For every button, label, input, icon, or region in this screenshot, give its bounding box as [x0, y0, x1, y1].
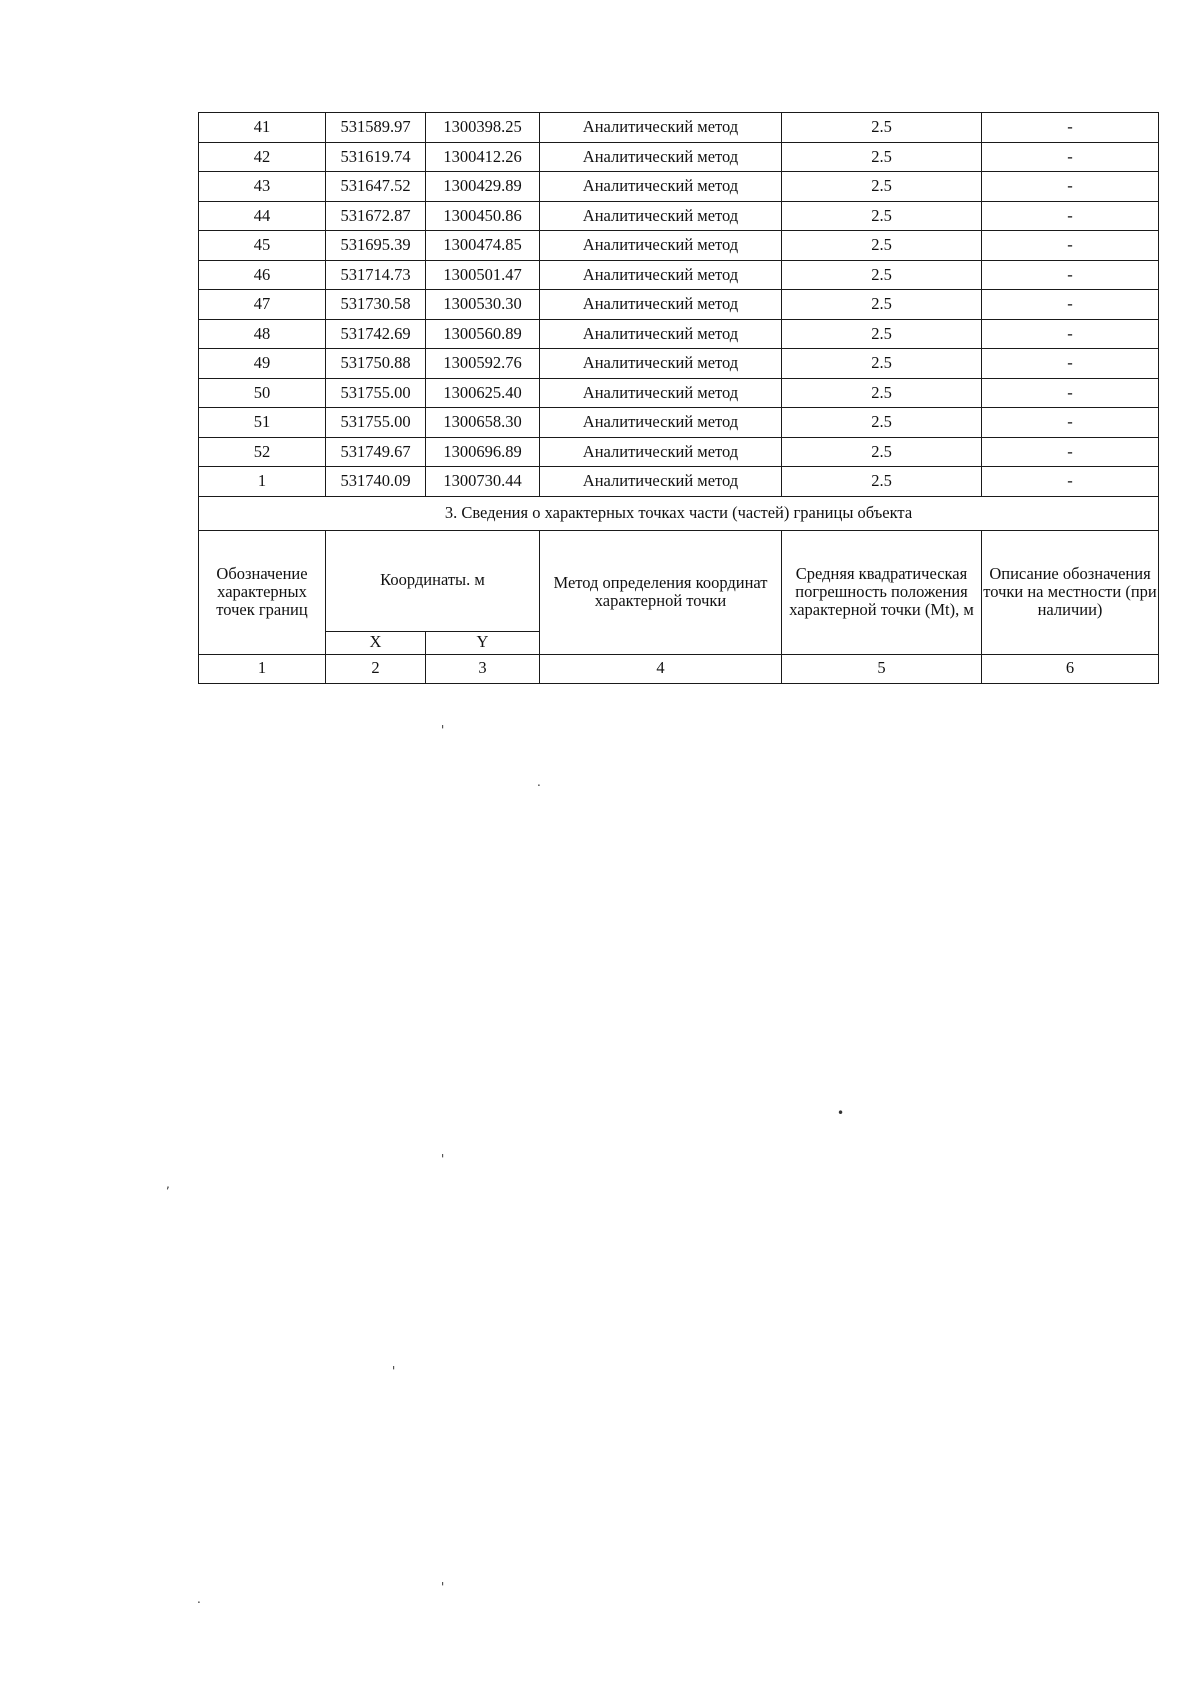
table-row: [199, 290, 1159, 320]
coord-y: 1300696.89: [426, 437, 540, 467]
point-number: 51: [199, 408, 326, 438]
method-cell: Аналитический метод: [540, 113, 782, 143]
mt-cell: 2.5: [782, 378, 982, 408]
table-row: [199, 349, 1159, 379]
description-cell: -: [982, 113, 1159, 143]
table-row: [199, 467, 1159, 497]
description-cell: -: [982, 319, 1159, 349]
column-number: 6: [982, 654, 1159, 683]
table-row: [199, 319, 1159, 349]
header-coords: Координаты. м: [326, 530, 540, 631]
table-row: [199, 172, 1159, 202]
table-row: [199, 113, 1159, 143]
description-cell: -: [982, 349, 1159, 379]
coord-x: 531742.69: [326, 319, 426, 349]
header-points: Обозначение характерных точек границ: [199, 530, 326, 654]
coord-x: 531589.97: [326, 113, 426, 143]
description-cell: -: [982, 260, 1159, 290]
section-row: [199, 496, 1159, 530]
coord-y: 1300474.85: [426, 231, 540, 261]
coord-x: 531755.00: [326, 408, 426, 438]
coord-y: 1300429.89: [426, 172, 540, 202]
mt-cell: 2.5: [782, 467, 982, 497]
point-number: 48: [199, 319, 326, 349]
description-cell: -: [982, 231, 1159, 261]
point-number: 42: [199, 142, 326, 172]
mt-cell: 2.5: [782, 201, 982, 231]
scan-speck: ': [441, 1152, 445, 1166]
scan-speck: ': [392, 1364, 396, 1378]
point-number: 44: [199, 201, 326, 231]
point-number: 52: [199, 437, 326, 467]
coord-x: 531672.87: [326, 201, 426, 231]
point-number: 46: [199, 260, 326, 290]
point-number: 50: [199, 378, 326, 408]
method-cell: Аналитический метод: [540, 378, 782, 408]
mt-cell: 2.5: [782, 231, 982, 261]
coord-y: 1300398.25: [426, 113, 540, 143]
method-cell: Аналитический метод: [540, 319, 782, 349]
coord-y: 1300560.89: [426, 319, 540, 349]
point-number: 47: [199, 290, 326, 320]
description-cell: -: [982, 408, 1159, 438]
point-number: 49: [199, 349, 326, 379]
method-cell: Аналитический метод: [540, 260, 782, 290]
coord-x: 531730.58: [326, 290, 426, 320]
description-cell: -: [982, 467, 1159, 497]
mt-cell: 2.5: [782, 349, 982, 379]
table-row: [199, 437, 1159, 467]
table-row: [199, 142, 1159, 172]
table-row: [199, 260, 1159, 290]
method-cell: Аналитический метод: [540, 201, 782, 231]
method-cell: Аналитический метод: [540, 349, 782, 379]
coord-x: 531750.88: [326, 349, 426, 379]
scan-speck: ': [441, 1580, 445, 1594]
table-row: [199, 408, 1159, 438]
column-number: 3: [426, 654, 540, 683]
point-number: 1: [199, 467, 326, 497]
mt-cell: 2.5: [782, 408, 982, 438]
coord-x: 531749.67: [326, 437, 426, 467]
coord-x: 531755.00: [326, 378, 426, 408]
coord-y: 1300501.47: [426, 260, 540, 290]
scan-speck: ,: [166, 1177, 170, 1191]
coord-y: 1300592.76: [426, 349, 540, 379]
boundary-points-table: [198, 112, 1159, 684]
coord-x: 531740.09: [326, 467, 426, 497]
coord-y: 1300412.26: [426, 142, 540, 172]
header-mt: Средняя квадратическая погрешность положения характерной точки (Mt), м: [782, 530, 982, 654]
scan-speck: .: [537, 775, 541, 789]
method-cell: Аналитический метод: [540, 172, 782, 202]
header-row: [199, 530, 1159, 631]
point-number: 41: [199, 113, 326, 143]
table-row: [199, 378, 1159, 408]
scan-speck: .: [197, 1592, 201, 1606]
coord-x: 531619.74: [326, 142, 426, 172]
description-cell: -: [982, 437, 1159, 467]
header-method: Метод определения координат характерной точки: [540, 530, 782, 654]
scan-speck: •: [837, 1106, 845, 1120]
mt-cell: 2.5: [782, 437, 982, 467]
method-cell: Аналитический метод: [540, 467, 782, 497]
method-cell: Аналитический метод: [540, 408, 782, 438]
method-cell: Аналитический метод: [540, 290, 782, 320]
method-cell: Аналитический метод: [540, 437, 782, 467]
mt-cell: 2.5: [782, 290, 982, 320]
coord-x: 531714.73: [326, 260, 426, 290]
section-title: 3. Сведения о характерных точках части (частей) границы объекта: [199, 496, 1159, 530]
column-number: 1: [199, 654, 326, 683]
description-cell: -: [982, 290, 1159, 320]
column-number: 5: [782, 654, 982, 683]
mt-cell: 2.5: [782, 319, 982, 349]
coord-y: 1300730.44: [426, 467, 540, 497]
scan-speck: ': [441, 723, 445, 737]
mt-cell: 2.5: [782, 113, 982, 143]
mt-cell: 2.5: [782, 260, 982, 290]
point-number: 43: [199, 172, 326, 202]
coord-y: 1300530.30: [426, 290, 540, 320]
header-y: Y: [426, 631, 540, 654]
method-cell: Аналитический метод: [540, 231, 782, 261]
coord-x: 531695.39: [326, 231, 426, 261]
mt-cell: 2.5: [782, 172, 982, 202]
description-cell: -: [982, 142, 1159, 172]
column-number: 4: [540, 654, 782, 683]
table-row: [199, 231, 1159, 261]
data-rows: [199, 113, 1159, 497]
description-cell: -: [982, 378, 1159, 408]
header-desc: Описание обозначения точки на местности (при наличии): [982, 530, 1159, 654]
mt-cell: 2.5: [782, 142, 982, 172]
coord-y: 1300450.86: [426, 201, 540, 231]
column-numbers-row: [199, 654, 1159, 683]
header-x: X: [326, 631, 426, 654]
point-number: 45: [199, 231, 326, 261]
description-cell: -: [982, 201, 1159, 231]
coord-x: 531647.52: [326, 172, 426, 202]
coord-y: 1300625.40: [426, 378, 540, 408]
table-row: [199, 201, 1159, 231]
description-cell: -: [982, 172, 1159, 202]
method-cell: Аналитический метод: [540, 142, 782, 172]
coord-y: 1300658.30: [426, 408, 540, 438]
column-number: 2: [326, 654, 426, 683]
